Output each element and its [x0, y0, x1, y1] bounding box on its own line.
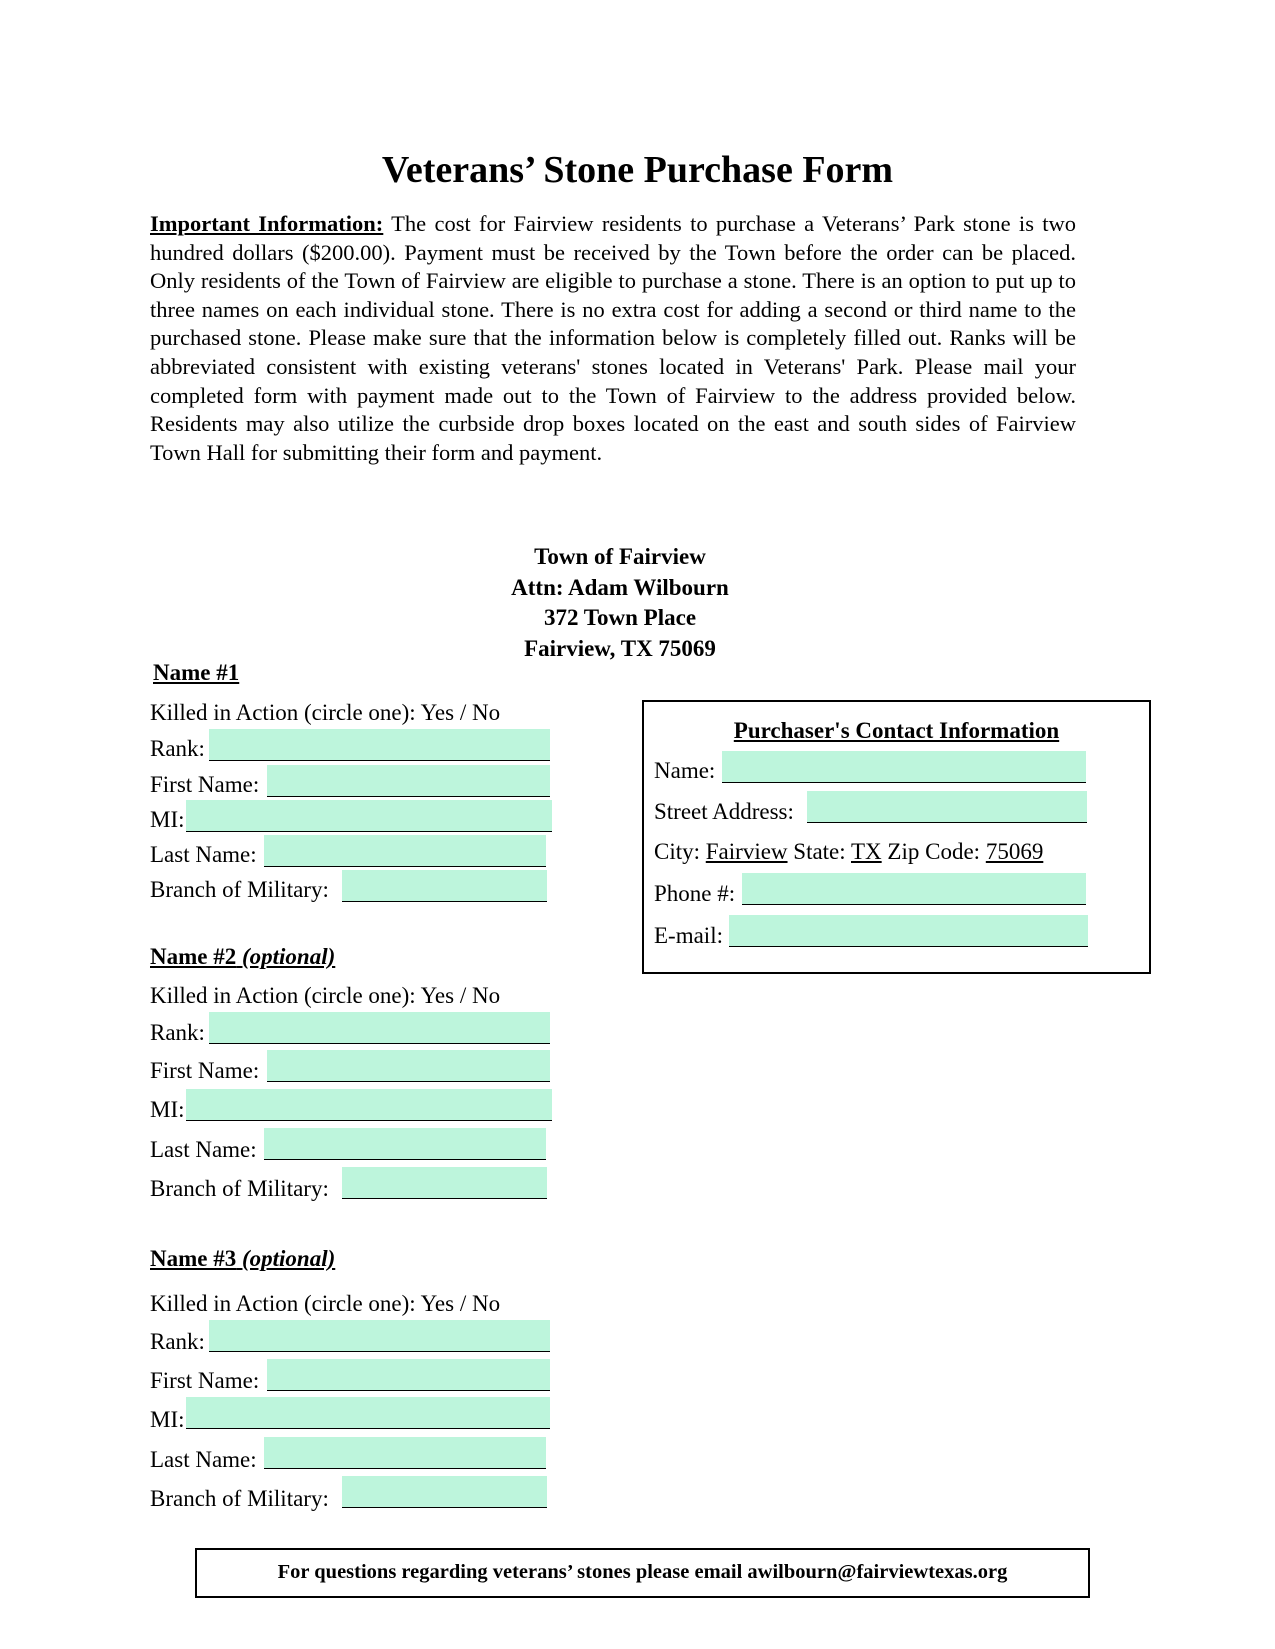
name-1-first-name-input[interactable] [267, 765, 550, 797]
name-1-kia-separator: / [454, 700, 472, 725]
name-2-mi-input[interactable] [186, 1089, 552, 1121]
name-3-kia-no[interactable]: No [471, 1291, 501, 1316]
name-1-kia-row [150, 700, 500, 726]
address-line-4: Fairview, TX 75069 [524, 635, 716, 661]
name-2-branch-label: Branch of Military: [150, 1176, 329, 1201]
name-1-last-name-input[interactable] [264, 835, 546, 867]
address-line-2: Attn: Adam Wilbourn [511, 574, 729, 600]
name-3-rank-label: Rank: [150, 1329, 205, 1354]
name-3-mi-input[interactable] [186, 1397, 550, 1429]
name-1-kia-yes[interactable]: Yes [420, 700, 455, 725]
name-2-kia-separator: / [454, 983, 472, 1008]
name-1-first-name-label: First Name: [150, 772, 260, 797]
name-1-rank-label: Rank: [150, 736, 205, 761]
name-2-mi-label: MI: [150, 1097, 185, 1122]
state-label: State: [787, 839, 851, 864]
form-title: Veterans’ Stone Purchase Form [381, 149, 894, 191]
name-2-heading [150, 944, 335, 970]
name-3-kia-label: Killed in Action (circle one): [150, 1291, 421, 1316]
name-2-rank-label: Rank: [150, 1020, 205, 1045]
mailing-address [0, 542, 1240, 664]
name-2-optional-label: (optional) [241, 944, 336, 969]
name-3-optional-label: (optional) [241, 1246, 336, 1271]
street-address-input[interactable] [807, 791, 1087, 823]
questions-footer-box [195, 1548, 1090, 1598]
important-information-text: The cost for Fairview residents to purchase a Veterans’ Park stone is two hundred dollars ($200.00). Payment must be received by the Town before the order can be placed. Only residents of the Town of Fairview are eligible to purchase a stone. There is an option to put up to three names on each individual stone. There is no extra cost for adding a second or third name to the purchased stone. Please make sure that the information below is completely filled out. Ranks will be abbreviated consistent with existing veterans' stones located in Veterans' Park. Please mail your completed form with payment made out to the Town of Fairview to the address provided below. Residents may also utilize the curbside drop boxes located on the east and south sides of Fairview Town Hall for submitting their form and payment. [150, 211, 1076, 465]
name-3-kia-yes[interactable]: Yes [420, 1291, 455, 1316]
name-2-heading-text: Name #2 [150, 944, 237, 969]
city-value: Fairview [705, 839, 788, 864]
name-2-kia-no[interactable]: No [471, 983, 501, 1008]
name-1-heading [153, 660, 239, 686]
name-3-last-name-label: Last Name: [150, 1447, 257, 1472]
name-1-rank-input[interactable] [209, 729, 550, 761]
name-1-heading-text: Name #1 [153, 660, 240, 685]
name-3-branch-input[interactable] [342, 1476, 547, 1508]
purchaser-name-input[interactable] [722, 751, 1086, 783]
name-1-last-name-label: Last Name: [150, 842, 257, 867]
name-2-last-name-input[interactable] [264, 1128, 546, 1160]
name-3-first-name-input[interactable] [267, 1359, 550, 1391]
name-2-last-name-label: Last Name: [150, 1137, 257, 1162]
name-3-rank-input[interactable] [209, 1320, 550, 1352]
name-2-rank-input[interactable] [209, 1012, 550, 1044]
purchaser-name-label: Name: [654, 758, 716, 783]
name-1-mi-label: MI: [150, 807, 185, 832]
purchaser-contact-title: Purchaser's Contact Information [733, 718, 1060, 743]
name-3-mi-label: MI: [150, 1407, 185, 1432]
city-state-zip-row [654, 839, 1043, 865]
name-3-kia-row [150, 1291, 500, 1317]
phone-label: Phone #: [654, 881, 736, 906]
name-1-kia-no[interactable]: No [471, 700, 501, 725]
name-3-heading [150, 1246, 335, 1272]
address-line-3: 372 Town Place [543, 605, 697, 630]
questions-footer-text: For questions regarding veterans’ stones please email awilbourn@fairviewtexas.org [277, 1561, 1008, 1583]
name-3-first-name-label: First Name: [150, 1368, 260, 1393]
name-2-kia-row [150, 983, 500, 1009]
name-1-mi-input[interactable] [186, 800, 552, 832]
name-3-heading-text: Name #3 [150, 1246, 237, 1271]
name-1-branch-input[interactable] [342, 870, 547, 902]
name-2-branch-input[interactable] [342, 1167, 547, 1199]
zip-code-value: 75069 [985, 839, 1044, 864]
important-information-paragraph [150, 210, 1076, 467]
zip-code-label: Zip Code: [881, 839, 986, 864]
name-3-kia-separator: / [454, 1291, 472, 1316]
email-input[interactable] [729, 915, 1088, 947]
important-information-label: Important Information: [150, 211, 384, 236]
name-2-first-name-input[interactable] [267, 1050, 550, 1082]
name-1-branch-label: Branch of Military: [150, 877, 329, 902]
name-2-first-name-label: First Name: [150, 1058, 260, 1083]
purchaser-contact-box [642, 700, 1151, 974]
phone-input[interactable] [742, 873, 1086, 905]
name-2-kia-yes[interactable]: Yes [420, 983, 455, 1008]
street-address-label: Street Address: [654, 799, 794, 824]
name-3-branch-label: Branch of Military: [150, 1486, 329, 1511]
state-value: TX [851, 839, 882, 864]
name-2-kia-label: Killed in Action (circle one): [150, 983, 421, 1008]
address-line-1: Town of Fairview [534, 544, 706, 569]
name-1-kia-label: Killed in Action (circle one): [150, 700, 421, 725]
name-3-last-name-input[interactable] [264, 1437, 546, 1469]
email-label: E-mail: [654, 923, 723, 948]
city-label: City: [654, 839, 706, 864]
